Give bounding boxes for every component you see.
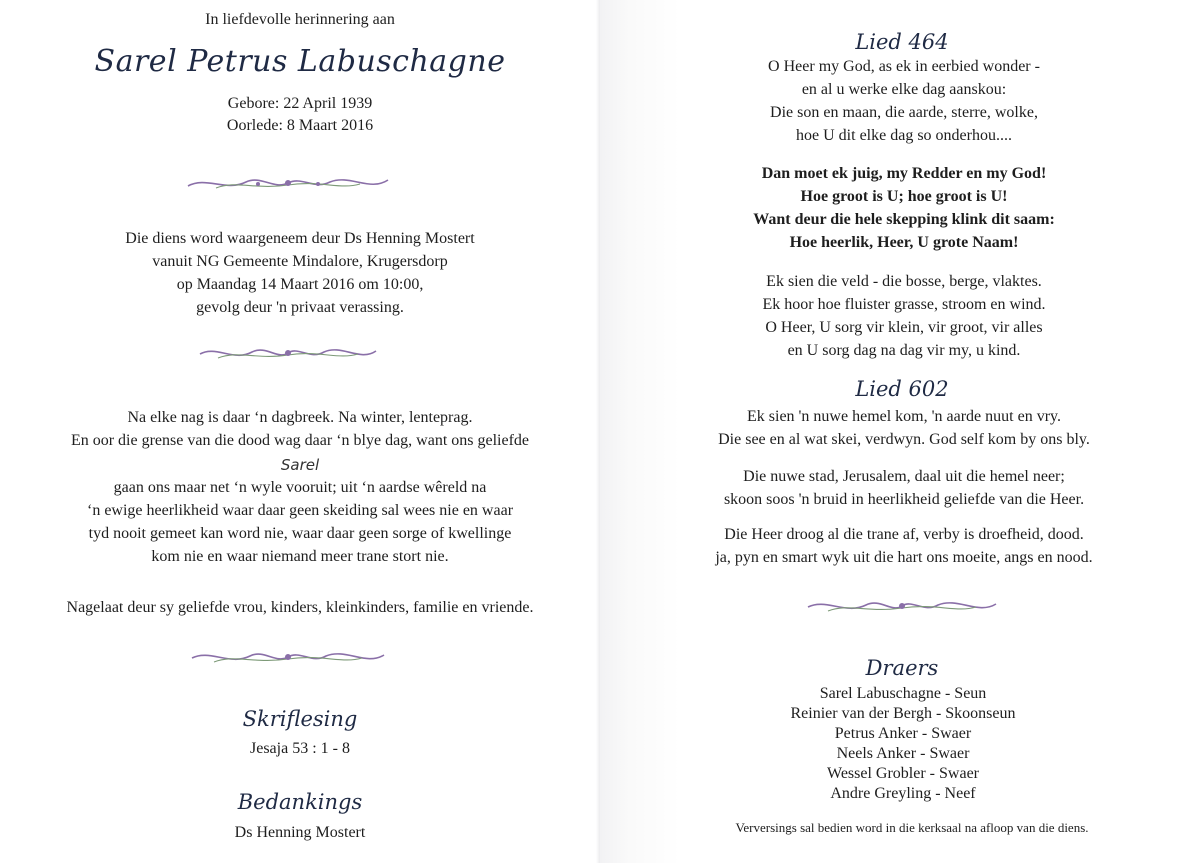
service-line: vanuit NG Gemeente Mindalore, Krugersdorp xyxy=(152,253,448,270)
flourish-divider-icon xyxy=(190,646,386,668)
verse-line: Ek sien die veld - die bosse, berge, vlaktes. xyxy=(766,273,1042,290)
right-page xyxy=(600,0,1200,863)
verse-line: en U sorg dag na dag vir my, u kind. xyxy=(787,342,1021,359)
deceased-name: Sarel Petrus Labuschagne xyxy=(94,44,506,79)
tribute-text xyxy=(0,408,600,567)
tribute-line: ‘n ewige heerlikheid waar daar geen skeiding sal wees nie en waar xyxy=(86,502,514,519)
bearers-heading: Draers xyxy=(865,656,939,680)
bearer-item: Wessel Grobler - Swaer xyxy=(827,765,979,782)
verse-line: Ek hoor hoe fluister grasse, stroom en wind. xyxy=(762,296,1046,313)
verse-line: Ek sien 'n nuwe hemel kom, 'n aarde nuut en vry. xyxy=(747,408,1061,425)
hymn1-heading: Lied 464 xyxy=(855,30,949,54)
survived-by: Nagelaat deur sy geliefde vrou, kinders, kleinkinders, familie en vriende. xyxy=(66,599,534,616)
bearer-item: Reinier van der Bergh - Skoonseun xyxy=(790,705,1016,722)
bearer-item: Sarel Labuschagne - Seun xyxy=(819,685,987,702)
tribute-line: kom nie en waar niemand meer trane stort nie. xyxy=(151,548,449,565)
service-line: Die diens word waargeneem deur Ds Henning Mostert xyxy=(125,230,475,247)
service-details xyxy=(0,229,600,318)
reading-heading: Skriflesing xyxy=(242,707,358,731)
verse-line: Die son en maan, die aarde, sterre, wolke, xyxy=(770,104,1038,121)
reading-reference: Jesaja 53 : 1 - 8 xyxy=(250,740,350,757)
intro-text: In liefdevolle herinnering aan xyxy=(205,11,395,28)
hymn1-verse1 xyxy=(608,57,1200,146)
thanks-name: Ds Henning Mostert xyxy=(234,824,366,841)
tribute-line: En oor die grense van die dood wag daar ‘n blye dag, want ons geliefde xyxy=(70,432,530,449)
flourish-divider-icon xyxy=(186,172,390,194)
verse-line: Die see en al wat skei, verdwyn. God self kom by ons bly. xyxy=(718,431,1090,448)
service-line: op Maandag 14 Maart 2016 om 10:00, xyxy=(176,276,424,293)
tribute-name: Sarel xyxy=(280,456,320,474)
hymn1-chorus xyxy=(608,164,1200,253)
hymn2-verse3 xyxy=(608,525,1200,568)
bearer-item: Neels Anker - Swaer xyxy=(836,745,970,762)
birth-date: Gebore: 22 April 1939 xyxy=(227,95,373,112)
chorus-line: Hoe groot is U; hoe groot is U! xyxy=(800,188,1008,205)
bearer-item: Petrus Anker - Swaer xyxy=(834,725,972,742)
hymn2-verse2 xyxy=(608,467,1200,510)
hymn2-heading: Lied 602 xyxy=(855,377,949,401)
chorus-line: Want deur die hele skepping klink dit saam: xyxy=(753,211,1055,228)
verse-line: Die nuwe stad, Jerusalem, daal uit die hemel neer; xyxy=(743,468,1065,485)
death-date: Oorlede: 8 Maart 2016 xyxy=(226,117,374,134)
flourish-divider-icon xyxy=(806,595,998,617)
thanks-heading: Bedankings xyxy=(237,790,363,814)
verse-line: en al u werke elke dag aanskou: xyxy=(801,81,1007,98)
verse-line: O Heer my God, as ek in eerbied wonder - xyxy=(768,58,1040,75)
chorus-line: Hoe heerlik, Heer, U grote Naam! xyxy=(789,234,1019,251)
tribute-line: gaan ons maar net ‘n wyle vooruit; uit ‘n aardse wêreld na xyxy=(113,479,487,496)
flourish-divider-icon xyxy=(198,342,378,364)
verse-line: ja, pyn en smart wyk uit die hart ons moeite, angs en nood. xyxy=(715,549,1093,566)
verse-line: skoon soos 'n bruid in heerlikheid geliefde van die Heer. xyxy=(723,491,1085,508)
tribute-line: Na elke nag is daar ‘n dagbreek. Na winter, lenteprag. xyxy=(127,409,473,426)
refreshments-note: Verversings sal bedien word in die kerksaal na afloop van die diens. xyxy=(735,820,1089,835)
bearer-item: Andre Greyling - Neef xyxy=(830,785,976,802)
hymn2-verse1 xyxy=(608,407,1200,450)
tribute-line: tyd nooit gemeet kan word nie, waar daar geen sorge of kwellinge xyxy=(88,525,512,542)
hymn1-verse2 xyxy=(608,272,1200,361)
verse-line: Die Heer droog al die trane af, verby is droefheid, dood. xyxy=(724,526,1084,543)
verse-line: O Heer, U sorg vir klein, vir groot, vir alles xyxy=(765,319,1043,336)
service-line: gevolg deur 'n privaat verassing. xyxy=(196,299,404,316)
verse-line: hoe U dit elke dag so onderhou.... xyxy=(796,127,1012,144)
chorus-line: Dan moet ek juig, my Redder en my God! xyxy=(761,165,1047,182)
bearers-list xyxy=(606,684,1200,804)
